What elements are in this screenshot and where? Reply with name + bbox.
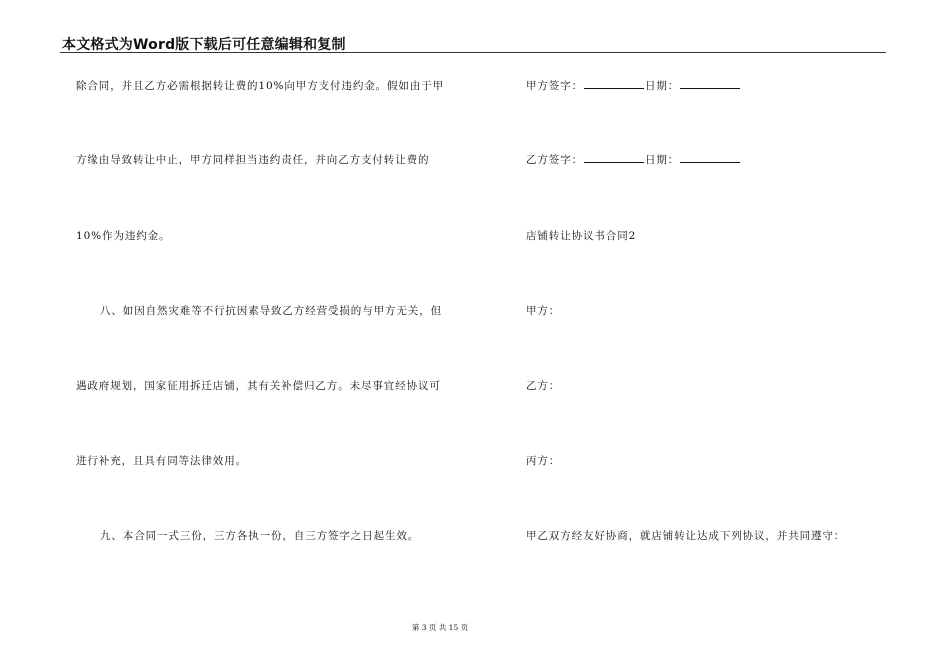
header-divider bbox=[60, 52, 886, 53]
signature-blank bbox=[584, 153, 644, 163]
text-line: 10%作为违约金。 bbox=[76, 230, 171, 242]
text-line: 方缘由导致转让中止，甲方同样担当违约责任，并向乙方支付转让费的 bbox=[76, 154, 430, 166]
text-line: 除合同，并且乙方必需根据转让费的10%向甲方支付违约金。假如由于甲 bbox=[76, 80, 445, 92]
document-header-title: 本文格式为Word版下载后可任意编辑和复制 bbox=[62, 37, 346, 53]
date-label: 日期： bbox=[645, 154, 680, 166]
page-number: 第 3 页 共 15 页 bbox=[411, 623, 469, 632]
signature-row-party-a bbox=[526, 79, 741, 93]
party-b-signature-label: 乙方签字： bbox=[526, 154, 583, 166]
party-a-label: 甲方： bbox=[526, 305, 561, 317]
date-label: 日期： bbox=[645, 80, 680, 92]
party-b-label: 乙方： bbox=[526, 380, 561, 392]
signature-row-party-b bbox=[526, 153, 741, 167]
date-blank bbox=[680, 79, 740, 89]
text-line: 进行补充，且具有同等法律效用。 bbox=[76, 455, 247, 467]
date-blank bbox=[680, 153, 740, 163]
clause-nine-line: 九、本合同一式三份，三方各执一份，自三方签字之日起生效。 bbox=[100, 530, 420, 542]
party-c-label: 丙方： bbox=[526, 455, 561, 467]
text-line: 遇政府规划，国家征用拆迁店铺，其有关补偿归乙方。未尽事宜经协议可 bbox=[76, 380, 441, 392]
party-a-signature-label: 甲方签字： bbox=[526, 80, 583, 92]
clause-eight-line: 八、如因自然灾难等不行抗因素导致乙方经营受损的与甲方无关，但 bbox=[100, 305, 442, 317]
agreement-intro: 甲乙双方经友好协商，就店铺转让达成下列协议，并共同遵守： bbox=[526, 530, 846, 542]
signature-blank bbox=[584, 79, 644, 89]
contract-title: 店铺转让协议书合同2 bbox=[526, 230, 637, 242]
